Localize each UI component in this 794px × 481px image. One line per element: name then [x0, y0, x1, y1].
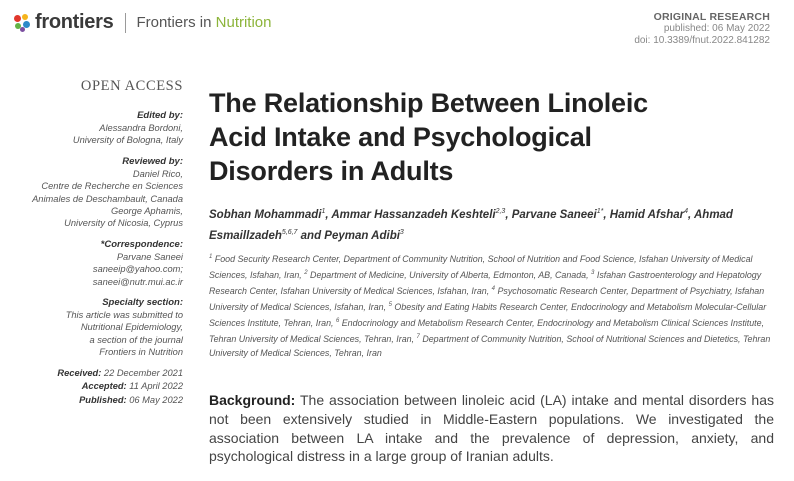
author-separator: and [297, 229, 325, 242]
author-name[interactable]: Ammar Hassanzadeh Keshteli [331, 208, 496, 221]
article-title [209, 86, 774, 188]
affiliation-number: 7 [416, 333, 420, 340]
open-access-label: OPEN ACCESS [80, 78, 183, 94]
affiliation-number: 3 [591, 269, 595, 276]
author-list [209, 203, 774, 245]
title-line: The Relationship Between Linoleic [209, 88, 648, 118]
accepted-label: Accepted: [81, 381, 127, 392]
author-separator: , [325, 208, 332, 221]
edited-by-label: Edited by: [137, 110, 183, 121]
published-date: published: 06 May 2022 [663, 23, 770, 34]
reviewer-affiliation: University of Nicosia, Cyprus [64, 218, 183, 229]
affiliation-text: Obesity and Eating Habits Research Center, Endocrinology and Metabolism Molecular-Cellular Sciences Institute, Tehran, Iran, [209, 301, 767, 328]
affiliation-text: Department of Community Nutrition, School of Nutritional Sciences and Dietetics, Tehran University of Medical Sciences, Tehran, Iran [209, 333, 771, 358]
brand-name: frontiers [35, 11, 114, 33]
reviewed-by-section [0, 155, 183, 230]
affiliation-number: 4 [491, 285, 495, 292]
affiliation-text: Department of Medicine, University of Alberta, Edmonton, AB, Canada, [307, 269, 592, 280]
correspondent-email[interactable]: saneei@nutr.mui.ac.ir [92, 276, 183, 287]
affiliation-text: Food Security Research Center, Department of Community Nutrition, School of Nutrition and Food Science, Isfahan University of Medical Sciences, Isfahan, Iran, [209, 253, 753, 280]
received-label: Received: [57, 367, 102, 378]
abstract-text: The association between linoleic acid (LA) intake and mental disorders has not been extensively studied in Middle-Eastern populations. We investigated the association between LA intake and the prevalence of depression, anxiety, and psychological distress in a large group of Iranian adults. [209, 392, 774, 465]
dates-section [0, 367, 183, 408]
editor-name[interactable]: Alessandra Bordoni, [99, 123, 183, 133]
reviewer-affiliation: Centre de Recherche en Sciences [41, 181, 183, 192]
accepted-date [0, 380, 183, 394]
specialty-label: Specialty section: [102, 297, 183, 309]
affiliation-number: 2 [304, 269, 308, 276]
sidebar [0, 78, 183, 415]
accepted-value: 11 April 2022 [129, 381, 183, 392]
author-separator: , [603, 208, 610, 221]
received-value: 22 December 2021 [103, 367, 183, 378]
published-value: 06 May 2022 [129, 394, 183, 405]
article-type: ORIGINAL RESEARCH [653, 11, 770, 23]
published-label: Published: [79, 394, 127, 405]
author-name[interactable]: Parvane Saneei [511, 208, 597, 221]
logo-divider [125, 13, 126, 33]
author-affiliation-ref: 3 [399, 228, 404, 236]
correspondence-section [0, 238, 183, 288]
author-name[interactable]: Sobhan Mohammadi [209, 208, 322, 221]
author-separator: , [505, 208, 512, 221]
frontiers-logo-icon [12, 13, 32, 33]
reviewer-name[interactable]: George Aphamis, [110, 206, 183, 217]
title-line: Acid Intake and Psychological [209, 122, 592, 152]
title-line: Disorders in Adults [209, 156, 454, 186]
affiliation-text: Endocrinology and Metabolism Research Center, Endocrinology and Metabolism Clinical Sciences Institute, Tehran University of Medical Sciences, Tehran, Iran, [209, 317, 765, 344]
correspondent-name: Parvane Saneei [116, 251, 183, 262]
correspondence-label: *Correspondence: [100, 238, 183, 250]
author-name[interactable]: Peyman Adibi [324, 229, 400, 242]
author-affiliation-ref: 2,3 [495, 208, 506, 215]
affiliation-number: 1 [209, 254, 213, 260]
author-affiliation-ref: 4 [684, 208, 689, 215]
specialty-line: This article was submitted to [65, 310, 183, 321]
author-affiliation-ref: 5,6,7 [281, 228, 298, 236]
affiliation-number: 6 [335, 317, 340, 324]
specialty-line: Nutritional Epidemiology, [80, 322, 183, 333]
editor-affiliation: University of Bologna, Italy [72, 135, 183, 146]
published-date-sidebar [0, 394, 183, 408]
correspondent-email[interactable]: saneeip@yahoo.com; [92, 264, 183, 275]
specialty-line: Frontiers in Nutrition [99, 347, 183, 358]
affiliation-text: Isfahan Gastroenterology and Hepatology Research Center, Isfahan University of Medical Sciences, Isfahan, Iran, [209, 269, 762, 296]
frontiers-logo[interactable] [12, 11, 272, 34]
author-affiliation-ref: 1 [321, 208, 326, 215]
author-affiliation-ref: 1* [596, 208, 604, 215]
affiliation-text: Psychosomatic Research Center, Department of Psychiatry, Isfahan University of Medical Sciences, Isfahan, Iran, [209, 285, 765, 312]
reviewer-name[interactable]: Daniel Rico, [132, 168, 183, 179]
edited-by-section [0, 109, 183, 147]
doi-link[interactable]: doi: 10.3389/fnut.2022.841282 [634, 35, 770, 46]
affiliation-list [209, 250, 774, 360]
journal-prefix: Frontiers in [136, 14, 216, 31]
journal-name [136, 14, 271, 31]
author-name[interactable]: Hamid Afshar [609, 208, 685, 221]
journal-subject: Nutrition [215, 14, 272, 31]
author-name[interactable]: Ahmad Esmaillzadeh [209, 208, 733, 242]
abstract-background [209, 391, 774, 466]
reviewer-affiliation: Animales de Deschambault, Canada [32, 193, 183, 204]
article-meta [634, 11, 770, 47]
affiliation-number: 5 [388, 301, 392, 308]
received-date [0, 367, 183, 381]
specialty-section [0, 296, 183, 359]
specialty-line: a section of the journal [89, 334, 183, 345]
abstract-label: Background: [209, 392, 296, 408]
author-separator: , [688, 208, 694, 221]
reviewed-by-label: Reviewed by: [122, 155, 183, 167]
